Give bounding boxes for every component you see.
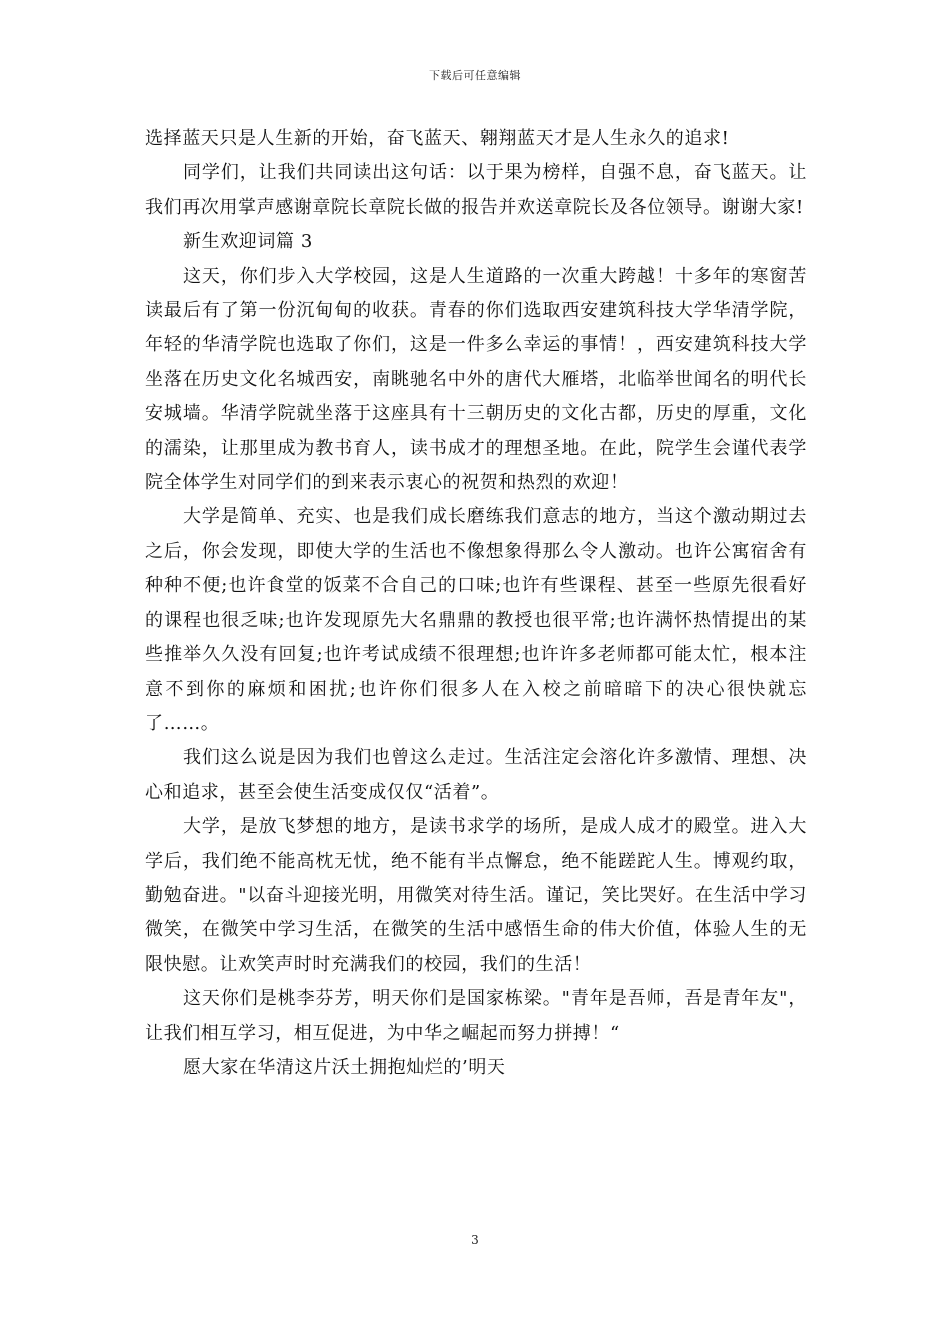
body-paragraph: 同学们，让我们共同读出这句话：以于果为榜样，自强不息，奋飞蓝天。让我们再次用掌声感谢章院长章院长做的报告并欢送章院长及各位领导。谢谢大家! [145, 162, 807, 218]
section-heading: 新生欢迎词篇 3 [183, 231, 313, 253]
page-header-note: 下载后可任意编辑 [429, 69, 521, 82]
body-paragraph: 这天，你们步入大学校园，这是人生道路的一次重大跨越！十多年的寒窗苦读最后有了第一份沉甸甸的收获。青春的你们选取西安建筑科技大学华清学院，年轻的华清学院也选取了你们，这是一件多么幸运的事情！，西安建筑科技大学坐落在历史文化名城西安，南眺驰名中外的唐代大雁塔，北临举世闻名的明代长安城墙。华清学院就坐落于这座具有十三朝历史的文化古都，历史的厚重，文化的濡染，让那里成为教书育人，读书成才的理想圣地。在此，院学生会谨代表学院全体学生对同学们的到来表示衷心的祝贺和热烈的欢迎！ [145, 265, 807, 494]
body-paragraph: 选择蓝天只是人生新的开始，奋飞蓝天、翱翔蓝天才是人生永久的追求! [145, 128, 730, 149]
body-paragraph: 愿大家在华清这片沃土拥抱灿烂的’明天 [183, 1056, 506, 1078]
page-number: 3 [471, 1233, 479, 1247]
body-paragraph: 这天你们是桃李芬芳，明天你们是国家栋梁。"青年是吾师，吾是青年友"，让我们相互学习，相互促进，为中华之崛起而努力拼搏！“ [145, 988, 807, 1044]
document-body [145, 122, 807, 1085]
body-paragraph: 大学是简单、充实、也是我们成长磨练我们意志的地方，当这个激动期过去之后，你会发现，即使大学的生活也不像想象得那么令人激动。也许公寓宿舍有种种不便;也许食堂的饭菜不合自己的口味;也许有些课程、甚至一些原先很看好的课程也很乏味;也许发现原先大名鼎鼎的教授也很平常;也许满怀热情提出的某些推举久久没有回复;也许考试成绩不很理想;也许许多老师都可能太忙，根本注意不到你的麻烦和困扰;也许你们很多人在入校之前暗暗下的决心很快就忘了……。 [145, 506, 807, 734]
body-paragraph: 我们这么说是因为我们也曾这么走过。生活注定会溶化许多激情、理想、决心和追求，甚至会使生活变成仅仅“活着”。 [145, 747, 807, 803]
body-paragraph: 大学，是放飞梦想的地方，是读书求学的场所，是成人成才的殿堂。进入大学后，我们绝不能高枕无忧，绝不能有半点懈怠，绝不能蹉跎人生。博观约取，勤勉奋进。"以奋斗迎接光明，用微笑对待生活。谨记，笑比哭好。在生活中学习微笑，在微笑中学习生活，在微笑的生活中感悟生命的伟大价值，体验人生的无限快慰。让欢笑声时时充满我们的校园，我们的生活！ [145, 816, 807, 975]
